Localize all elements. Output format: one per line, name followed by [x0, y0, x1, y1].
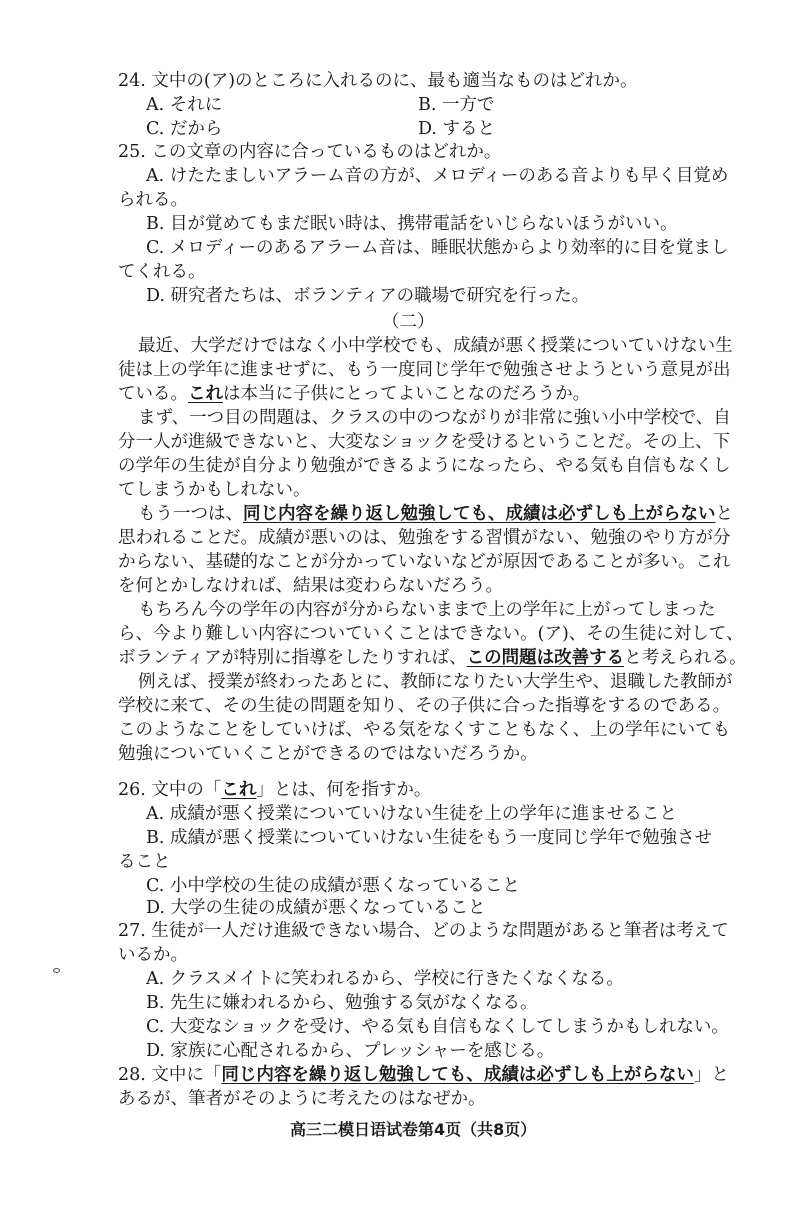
passage-p2-line2: 分一人が進級できないと、大変なショックを受けるということだ。その上、下 [118, 432, 731, 452]
q27-option-d: D. 家族に心配されるから、プレッシャーを感じる。 [146, 1041, 555, 1061]
q27-option-a: A. クラスメイトに笑われるから、学校に行きたくなくなる。 [146, 969, 624, 989]
passage-p4-line3: ボランティアが特別に指導をしたりすれば、この問題は改善すると考えられる。 [118, 648, 747, 668]
passage-p5-line1: 例えば、授業が終わったあとに、教師になりたい大学生や、退職した教師が [138, 672, 733, 692]
passage-p2-line3: の学年の生徒が自分より勉強ができるようになったら、やる気も自信もなくし [118, 456, 731, 476]
q25-stem: 25. この文章の内容に合っているものはどれか。 [118, 142, 502, 162]
q25-option-c-line2: てくれる。 [118, 262, 206, 282]
underlined-kore: これ [188, 384, 223, 404]
q26-option-b-line2: ること [118, 852, 171, 872]
q27-stem-line1: 27. 生徒が一人だけ進級できない場合、どのような問題があると筆者は考えて [118, 921, 729, 941]
passage-p2-line4: てしまうかもしれない。 [118, 480, 311, 500]
passage-p3-line2: 思われることだ。成績が悪いのは、勉強をする習慣がない、勉強のやり方が分 [118, 528, 731, 548]
q28-stem-line1: 28. 文中に「同じ内容を繰り返し勉強しても、成績は必ずしも上がらない」と [118, 1065, 729, 1085]
q27-option-c: C. 大変なショックを受け、やる気も自信もなくしてしまうかもしれない。 [146, 1017, 729, 1037]
q25-option-a-line2: られる。 [118, 190, 188, 210]
q25-option-a-line1: A. けたたましいアラーム音の方が、メロディーのある音よりも早く目覚め [146, 166, 729, 186]
passage-p3-line4: を何とかしなければ、結果は変わらないだろう。 [118, 576, 503, 596]
q25-option-d: D. 研究者たちは、ボランティアの職場で研究を行った。 [146, 286, 590, 306]
passage-p4-line2: ら、今より難しい内容についていくことはできない。(ア)、その生徒に対して、 [118, 624, 744, 644]
section-heading: （二） [382, 312, 435, 332]
passage-p2-line1: まず、一つ目の問題は、クラスの中のつながりが非常に強い小中学校で、自 [138, 408, 731, 428]
q25-option-b: B. 目が覚めてもまだ眠い時は、携帯電話をいじらないほうがいい。 [146, 214, 678, 234]
underlined-phrase-2: この問題は改善する [466, 648, 625, 668]
q27-option-b: B. 先生に嫌われるから、勉強する気がなくなる。 [146, 993, 538, 1013]
passage-p5-line3: このようなことをしていけば、やる気をなくすこともなく、上の学年にいても [118, 720, 731, 740]
q24-option-d: D. すると [418, 119, 496, 139]
passage-p3-line1: もう一つは、同じ内容を繰り返し勉強しても、成績は必ずしも上がらないと [138, 504, 733, 524]
q25-option-c-line1: C. メロディーのあるアラーム音は、睡眠状態からより効率的に目を覚まし [146, 238, 729, 258]
q26-stem: 26. 文中の「これ」とは、何を指すか。 [118, 780, 432, 800]
q24-option-b: B. 一方で [418, 95, 495, 115]
passage-p5-line4: 勉強についていくことができるのではないだろうか。 [118, 744, 538, 764]
passage-p4-line1: もちろん今の学年の内容が分からないままで上の学年に上がってしまった [138, 600, 716, 620]
passage-p1-line1: 最近、大学だけではなく小中学校でも、成績が悪く授業についていけない生 [138, 336, 733, 356]
passage-p1-line3: ている。これは本当に子供にとってよいことなのだろうか。 [118, 384, 591, 404]
q24-option-c: C. だから [146, 119, 223, 139]
q26-option-b-line1: B. 成績が悪く授業についていけない生徒をもう一度同じ学年で勉強させ [146, 828, 713, 848]
underlined-phrase-1: 同じ内容を繰り返し勉強しても、成績は必ずしも上がらない [243, 504, 716, 524]
page-footer: 高三二模日语试卷第4页（共8页） [290, 1120, 537, 1139]
passage-p3-line3: からない、基礎的なことが分かっていないなどが原因であることが多い。これ [118, 552, 731, 572]
q24-option-a: A. それに [146, 95, 223, 115]
q26-option-c: C. 小中学校の生徒の成績が悪くなっていること [146, 876, 520, 896]
q26-option-a: A. 成績が悪く授業についていけない生徒を上の学年に進ませること [146, 804, 677, 824]
passage-p1-line2: 徒は上の学年に進ませずに、もう一度同じ学年で勉強させようという意見が出 [118, 360, 731, 380]
passage-p5-line2: 学校に来て、その生徒の問題を知り、その子供に合った指導をするのである。 [118, 696, 731, 716]
q26-option-d: D. 大学の生徒の成績が悪くなっていること [146, 898, 486, 918]
q24-stem: 24. 文中の(ア)のところに入れるのに、最も適当なものはどれか。 [118, 71, 638, 91]
q27-stem-line2: いるか。 [118, 945, 188, 965]
q28-stem-line2: あるが、筆者がそのように考えたのはなぜか。 [118, 1089, 486, 1109]
stray-mark-dot [53, 968, 60, 973]
